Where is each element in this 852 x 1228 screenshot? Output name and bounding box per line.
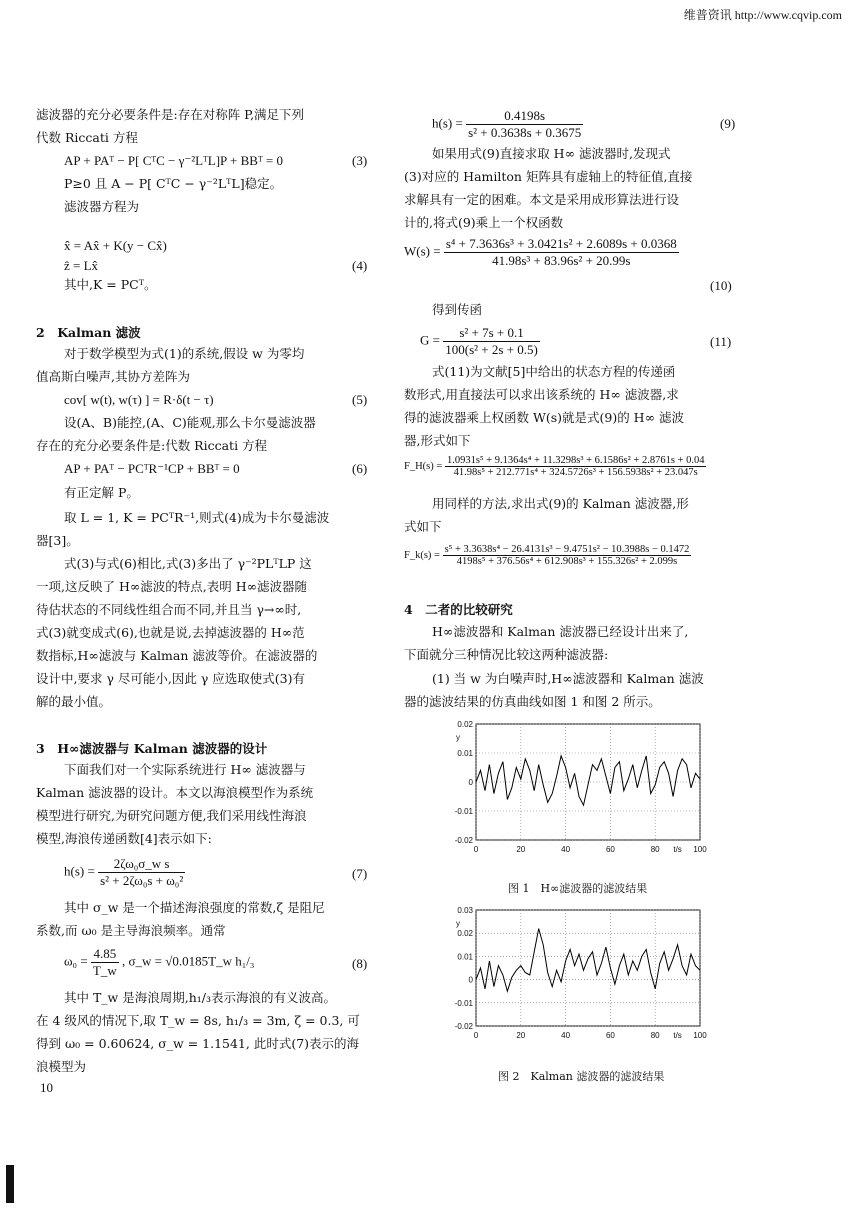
text-line: 下面我们对一个实际系统进行 H∞ 滤波器与 [64,762,306,777]
text-line: 取 L = 1, K = PCᵀR⁻¹,则式(4)成为卡尔曼滤波 [64,510,330,525]
equation-FK [404,544,691,567]
x-axis-label: t/s [673,845,682,854]
numerator: s² + 7s + 0.1 [443,325,540,342]
equation-number: (7) [352,866,368,881]
text-line: 数形式,用直接法可以求出该系统的 H∞ 滤波器,求 [404,387,679,402]
y-tick-label: -0.02 [454,1022,473,1031]
fraction [444,236,679,269]
text-line: 滤波器方程为 [64,199,140,214]
y-axis-label: y [456,733,460,742]
x-tick-label: 20 [516,845,526,854]
equation-10 [404,236,679,269]
y-tick-label: -0.01 [454,998,473,1008]
fraction [445,455,707,478]
y-tick-label: 0.01 [457,952,473,962]
x-tick-label: 40 [561,1031,571,1040]
text-line: 系数,而 ω₀ 是主导海浪频率。通常 [36,923,226,938]
text-line: 得到传函 [432,302,483,317]
text-line: 如果用式(9)直接求取 H∞ 滤波器时,发现式 [432,146,671,161]
eq-lhs: G = [420,332,440,348]
eq-lhs: W(s) = [404,243,441,259]
numerator: 0.4198s [466,108,583,125]
text-line: 求解具有一定的困难。本文是采用成形算法进行设 [404,192,680,207]
y-tick-label: 0 [468,975,473,985]
text-line: 代数 Riccati 方程 [36,130,138,145]
text-line: 器[3]。 [36,533,79,548]
equation-8 [64,946,254,979]
y-tick-label: 0.02 [457,720,473,729]
figure-2-chart [440,898,730,1050]
equation-number: (6) [352,461,368,476]
equation-number: (3) [352,153,368,168]
text-line: 下面就分三种情况比较这两种滤波器: [404,647,609,662]
site-watermark: 维普资讯 http://www.cqvip.com [683,8,842,22]
equation-number: (11) [710,334,732,349]
x-tick-label: 20 [516,1031,526,1040]
y-tick-label: -0.01 [454,807,473,816]
text-line: 其中,K = PCᵀ。 [64,277,157,292]
equation-5: cov[ w(t), w(τ) ] = R·δ(t − τ) [64,392,214,407]
equation-7 [64,856,185,889]
equation-number: (9) [720,116,736,131]
fraction [443,325,540,358]
denominator: 100(s² + 2s + 0.5) [445,342,538,357]
text-line: 有正定解 P。 [64,485,139,500]
y-tick-label: -0.02 [454,836,473,845]
numerator: 1.0931s⁵ + 9.1364s⁴ + 11.3298s³ + 6.1586s² + 2.8761s + 0.04 [446,455,705,466]
text-line: H∞滤波器和 Kalman 滤波器已经设计出来了, [432,624,689,639]
fraction [91,946,119,979]
text-line: 用同样的方法,求出式(9)的 Kalman 滤波器,形 [432,496,689,511]
x-tick-label: 80 [650,1031,660,1040]
x-axis-label: t/s [673,1031,682,1040]
eq-rhs: , σ_w = √0.0185T_w h₁/₃ [122,953,255,969]
figure-1-caption: 图 1 H∞滤波器的滤波结果 [508,882,648,895]
text-line: 式(11)为文献[5]中给出的状态方程的传递函 [432,364,676,379]
fraction [98,856,185,889]
text-line: 在 4 级风的情况下,取 T_w = 8s, h₁/₃ = 3m, ζ = 0.3, 可 [36,1013,360,1028]
denominator: 41.98s³ + 83.96s² + 20.99s [492,253,631,268]
plot-frame [476,910,700,1026]
y-tick-label: 0 [468,778,473,787]
text-line: 设计中,要求 γ 尽可能小,因此 γ 应选取使式(3)有 [36,671,305,686]
text-line: (3)对应的 Hamilton 矩阵具有虚轴上的特征值,直接 [404,169,693,184]
text-line: Kalman 滤波器的设计。本文以海浪模型作为系统 [36,785,314,800]
x-tick-label: 60 [605,845,615,854]
text-line: 解的最小值。 [36,694,112,709]
equation-9 [432,108,583,141]
denominator: 4198s⁵ + 376.56s⁴ + 612.908s³ + 155.326s² + 2.099s [456,556,678,567]
text-line: 得到 ω₀ = 0.60624, σ_w = 1.1541, 此时式(7)表示的海 [36,1036,360,1051]
page-number: 10 [40,1080,53,1095]
denominator: s² + 0.3638s + 0.3675 [468,125,582,140]
numerator: s⁵ + 3.3638s⁴ − 26.4131s³ − 9.4751s² − 10.3988s − 0.1472 [444,544,690,555]
eq-lhs: ω₀ = [64,953,88,969]
y-tick-label: 0.01 [457,749,473,758]
scan-mark [6,1165,14,1203]
fraction [466,108,583,141]
text-line: 其中 T_w 是海浪周期,h₁/₃表示海浪的有义波高。 [64,990,336,1005]
equation-11 [420,325,540,358]
y-tick-label: 0.02 [457,929,473,939]
section-heading: 4 二者的比较研究 [404,602,513,617]
series-line [476,756,700,805]
fraction [443,544,692,567]
y-axis-label: y [456,919,460,928]
eq-lhs: F_H(s) = [404,460,443,472]
eq-lhs: F_k(s) = [404,549,440,561]
x-tick-label: 100 [693,1031,707,1040]
x-tick-label: 0 [473,845,479,854]
x-tick-label: 100 [693,845,707,854]
text-line: 模型,海浪传递函数[4]表示如下: [36,831,212,846]
denominator: T_w [92,963,117,978]
text-line: 设(A、B)能控,(A、C)能观,那么卡尔曼滤波器 [64,415,316,430]
x-tick-label: 0 [473,1031,479,1040]
eq-lhs: h(s) = [432,115,463,131]
equation-number: (8) [352,956,368,971]
text-line: 器,形式如下 [404,433,471,448]
text-line: 值高斯白噪声,其协方差阵为 [36,369,190,384]
series-line [476,929,700,992]
text-line: 式(3)与式(6)相比,式(3)多出了 γ⁻²PLᵀLP 这 [64,556,312,571]
numerator: s⁴ + 7.3636s³ + 3.0421s² + 2.6089s + 0.0368 [445,236,677,251]
equation-FH [404,455,706,478]
eq-lhs: h(s) = [64,863,95,879]
equation-number: (4) [352,258,368,273]
x-tick-label: 60 [605,1031,615,1040]
text-line: 计的,将式(9)乘上一个权函数 [404,215,564,230]
filter-equation-2: ẑ = Lx̂ [64,258,99,273]
text-line: 一项,这反映了 H∞滤波的特点,表明 H∞滤波器随 [36,579,308,594]
text-line: 得的滤波器乘上权函数 W(s)就是式(9)的 H∞ 滤波 [404,410,684,425]
text-line: 器的滤波结果的仿真曲线如图 1 和图 2 所示。 [404,694,661,709]
denominator: s² + 2ζω₀s + ω₀² [100,873,184,888]
numerator: 4.85 [91,946,119,963]
numerator: 2ζω₀σ_w s [98,856,185,873]
text-line: 其中 σ_w 是一个描述海浪强度的常数,ζ 是阻尼 [64,900,325,915]
text-line: 存在的充分必要条件是:代数 Riccati 方程 [36,438,268,453]
text-line: P≥0 且 A − P[ CᵀC − γ⁻²LᵀL]稳定。 [64,176,283,191]
x-tick-label: 80 [650,845,660,854]
x-tick-label: 40 [561,845,571,854]
denominator: 41.98s⁵ + 212.771s⁴ + 324.5726s³ + 156.5938s² + 23.047s [453,467,698,478]
equation-number: (5) [352,392,368,407]
text-line: 浪模型为 [36,1059,87,1074]
section-heading: 2 Kalman 滤波 [36,325,141,340]
text-line: 待估状态的不同线性组合而不同,并且当 γ→∞时, [36,602,302,617]
text-line: 滤波器的充分必要条件是:存在对称阵 P,满足下列 [36,107,305,122]
figure-1-chart [440,712,730,864]
section-heading: 3 H∞滤波器与 Kalman 滤波器的设计 [36,741,268,756]
equation-number: (10) [710,278,732,293]
text-line: 式如下 [404,519,442,534]
text-line: 模型进行研究,为研究问题方便,我们采用线性海浪 [36,808,307,823]
equation-6: AP + PAᵀ − PCᵀR⁻¹CP + BBᵀ = 0 [64,461,240,476]
text-line: 数指标,H∞滤波与 Kalman 滤波等价。在滤波器的 [36,648,318,663]
text-line: 式(3)就变成式(6),也就是说,去掉滤波器的 H∞范 [36,625,305,640]
text-line: (1) 当 w 为白噪声时,H∞滤波器和 Kalman 滤波 [432,671,704,686]
figure-2-caption: 图 2 Kalman 滤波器的滤波结果 [498,1070,665,1083]
equation-3: AP + PAᵀ − P[ CᵀC − γ⁻²LᵀL]P + BBᵀ = 0 [64,153,284,168]
text-line: 对于数学模型为式(1)的系统,假设 w 为零均 [64,346,305,361]
y-tick-label: 0.03 [457,906,473,915]
filter-equation-1: x̂ = Ax̂ + K(y − Cx̂) [64,238,167,253]
